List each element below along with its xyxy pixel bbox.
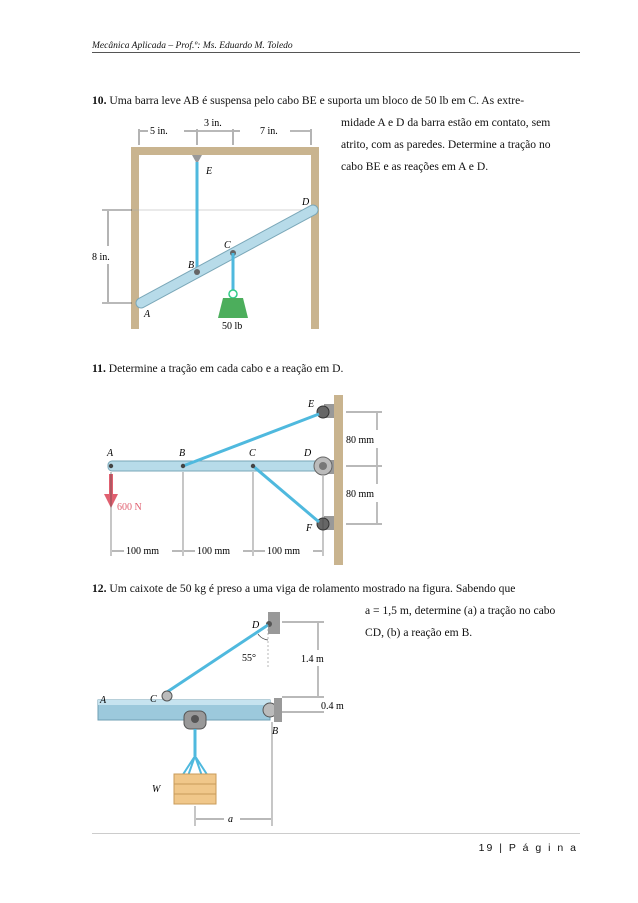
label-C: C — [150, 694, 157, 705]
problem-10-number: 10. — [92, 94, 107, 107]
dim-3in: 3 in. — [204, 118, 222, 129]
problem-11-number: 11. — [92, 362, 106, 375]
label-A: A — [100, 695, 107, 706]
problem-10-line1 — [92, 90, 592, 112]
dim-80mm-top: 80 mm — [346, 435, 375, 446]
header-rule — [92, 52, 580, 53]
support-B — [274, 698, 282, 722]
problem-12-text1: Um caixote de 50 kg é preso a uma viga de rolamento mostrado na figura. Sabendo que — [109, 582, 516, 595]
wall — [334, 395, 343, 565]
crate — [174, 774, 216, 804]
dim-80mm-bottom: 80 mm — [346, 489, 375, 500]
problem-12-line3: CD, (b) a reação em B. — [365, 626, 473, 639]
label-D: D — [304, 448, 312, 459]
figure-problem-11 — [90, 390, 390, 570]
right-wall — [311, 147, 319, 329]
page-header: Mecânica Aplicada – Prof.º: Ms. Eduardo M. Toledo — [92, 41, 293, 51]
pin-B — [194, 269, 200, 275]
dim-1-4m: 1.4 m — [301, 654, 324, 665]
label-A: A — [144, 309, 151, 320]
page-number: 19 | P á g i n a — [478, 842, 578, 854]
label-D: D — [252, 620, 260, 631]
dim-0-4m: 0.4 m — [321, 701, 344, 712]
dim-a: a — [228, 814, 233, 825]
label-A: A — [107, 448, 114, 459]
problem-10-line4: cabo BE e as reações em A e D. — [341, 160, 489, 173]
problem-12-number: 12. — [92, 582, 107, 595]
dim-8in: 8 in. — [92, 252, 110, 263]
dim-100mm-2: 100 mm — [197, 546, 231, 557]
load-label: 50 lb — [222, 321, 243, 332]
angle-label: 55° — [242, 653, 256, 664]
problem-10-line2: midade A e D da barra estão em contato, sem — [341, 116, 551, 129]
label-D: D — [302, 197, 310, 208]
problem-10-line3: atrito, com as paredes. Determine a tração no — [341, 138, 551, 151]
problem-12-line1 — [92, 578, 592, 600]
cable-CF — [253, 466, 319, 522]
problem-10-text1: Uma barra leve AB é suspensa pelo cabo BE e suporta um bloco de 50 lb em C. As extre- — [109, 94, 525, 107]
problem-11-line — [92, 358, 592, 380]
label-B: B — [179, 448, 186, 459]
problem-11-text: Determine a tração em cada cabo e a reação em D. — [108, 362, 344, 375]
weight-block — [218, 298, 248, 318]
dim-5in: 5 in. — [150, 126, 168, 137]
label-B: B — [188, 260, 195, 271]
label-E: E — [308, 399, 315, 410]
label-E: E — [206, 166, 213, 177]
label-C: C — [249, 448, 256, 459]
dim-7in: 7 in. — [260, 126, 278, 137]
figure-problem-10 — [90, 112, 335, 332]
beam-AD — [108, 461, 325, 471]
label-C: C — [224, 240, 231, 251]
problem-12-line2: a = 1,5 m, determine (a) a tração no cabo — [365, 604, 556, 617]
dim-100mm-3: 100 mm — [267, 546, 301, 557]
force-label: 600 N — [117, 502, 142, 513]
ceiling — [139, 147, 319, 155]
label-W: W — [152, 784, 161, 795]
label-B: B — [272, 726, 279, 737]
figure-problem-12 — [92, 608, 362, 828]
dim-100mm-1: 100 mm — [126, 546, 160, 557]
pin-C — [162, 691, 172, 701]
label-F: F — [306, 523, 313, 534]
footer-rule — [92, 833, 580, 834]
